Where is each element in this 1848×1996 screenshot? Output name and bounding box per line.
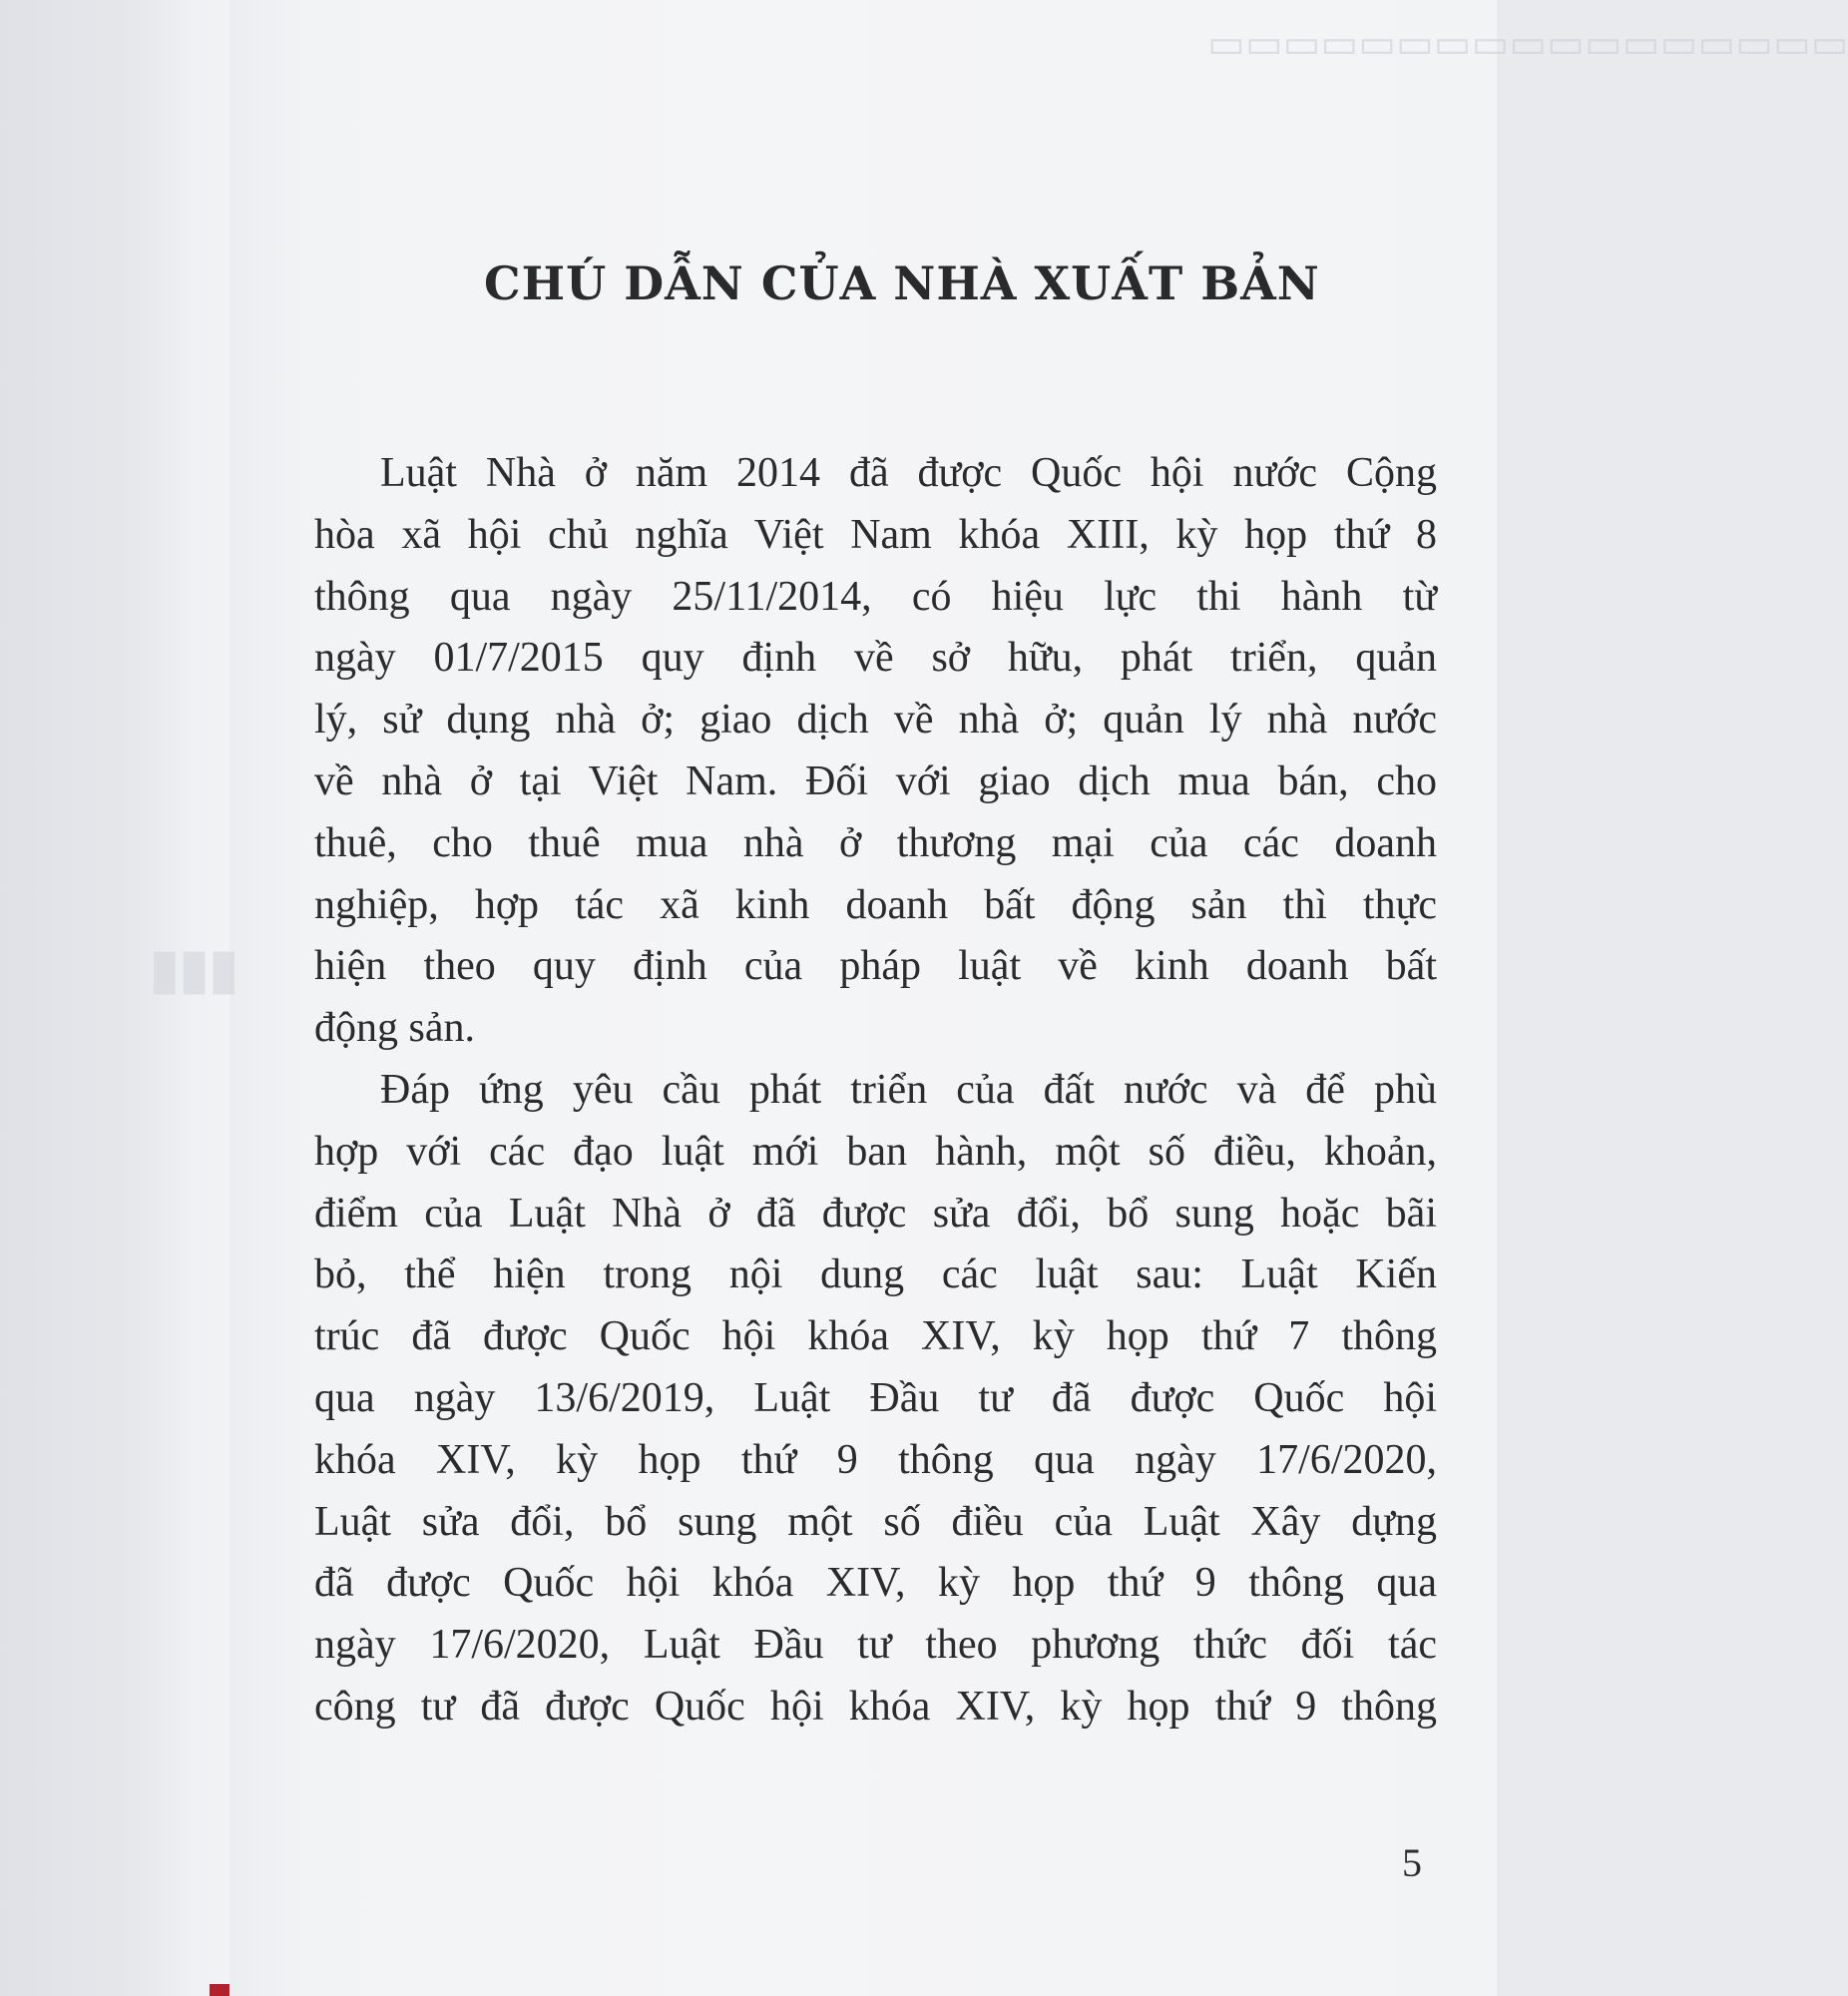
text-line: Đáp ứng yêu cầu phát triển của đất nước và để phù bbox=[380, 1066, 1437, 1113]
text-line: hòa xã hội chủ nghĩa Việt Nam khóa XIII, kỳ họp thứ 8 bbox=[314, 511, 1437, 558]
body-text bbox=[314, 443, 1437, 1739]
text-line: thông qua ngày 25/11/2014, có hiệu lực thi hành từ bbox=[314, 573, 1437, 620]
page-title: CHÚ DẪN CỦA NHÀ XUẤT BẢN bbox=[484, 256, 1320, 310]
text-line: ngày 17/6/2020, Luật Đầu tư theo phương thức đối tác bbox=[314, 1622, 1437, 1669]
text-line: đã được Quốc hội khóa XIV, kỳ họp thứ 9 thông qua bbox=[314, 1560, 1437, 1607]
text-line: hợp với các đạo luật mới ban hành, một số điều, khoản, bbox=[314, 1128, 1437, 1175]
show-through-left: ▮▮▮ bbox=[150, 939, 239, 999]
text-line: trúc đã được Quốc hội khóa XIV, kỳ họp thứ 7 thông bbox=[314, 1313, 1437, 1360]
text-line: về nhà ở tại Việt Nam. Đối với giao dịch mua bán, cho bbox=[314, 757, 1437, 804]
page-number: 5 bbox=[1402, 1840, 1422, 1885]
text-line: lý, sử dụng nhà ở; giao dịch về nhà ở; quản lý nhà nước bbox=[314, 697, 1437, 744]
text-line: ngày 01/7/2015 quy định về sở hữu, phát triển, quản bbox=[314, 635, 1437, 682]
text-line: khóa XIV, kỳ họp thứ 9 thông qua ngày 17/6/2020, bbox=[314, 1436, 1437, 1483]
text-line: nghiệp, hợp tác xã kinh doanh bất động sản thì thực bbox=[314, 881, 1437, 928]
paragraph-2 bbox=[314, 1060, 1437, 1739]
paragraph-1 bbox=[314, 443, 1437, 1060]
text-line: Luật Nhà ở năm 2014 đã được Quốc hội nước Cộng bbox=[380, 450, 1437, 496]
text-line: công tư đã được Quốc hội khóa XIV, kỳ họp thứ 9 thông bbox=[314, 1683, 1437, 1730]
text-line: qua ngày 13/6/2019, Luật Đầu tư đã được Quốc hội bbox=[314, 1374, 1437, 1421]
text-line: bỏ, thể hiện trong nội dung các luật sau: Luật Kiến bbox=[314, 1251, 1437, 1298]
text-line: Luật sửa đổi, bổ sung một số điều của Luật Xây dựng bbox=[314, 1498, 1437, 1545]
text-line: thuê, cho thuê mua nhà ở thương mại của các doanh bbox=[314, 819, 1437, 866]
text-line: hiện theo quy định của pháp luật về kinh doanh bất bbox=[314, 943, 1437, 990]
text-line: động sản. bbox=[314, 1005, 475, 1052]
text-line: điểm của Luật Nhà ở đã được sửa đổi, bổ sung hoặc bãi bbox=[314, 1190, 1437, 1237]
show-through-top: ▭▭▭▭▭▭▭▭▭▭▭▭▭▭▭▭▭ bbox=[1207, 21, 1848, 66]
